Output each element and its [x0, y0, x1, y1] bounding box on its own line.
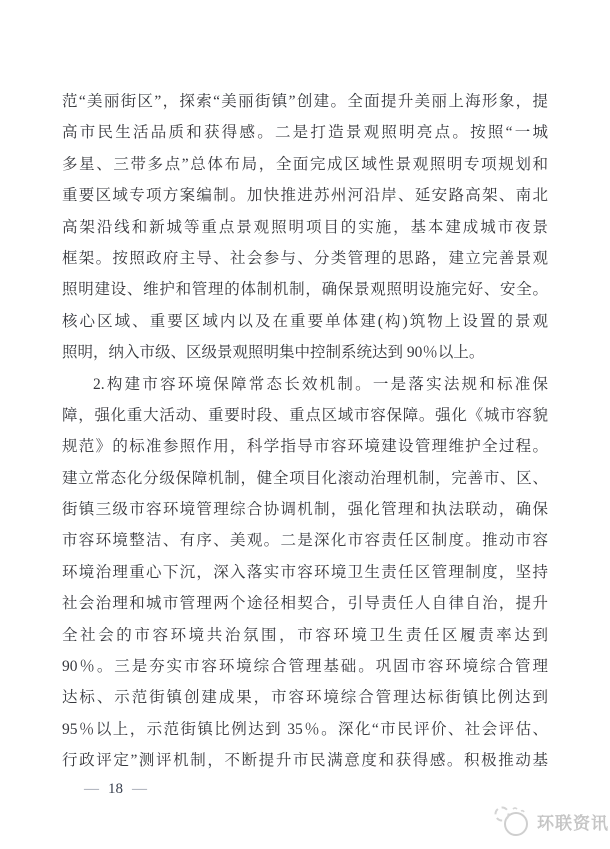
text-line: 框架。按照政府主导、社会参与、分类管理的思路，建立完善景观 [62, 249, 548, 267]
text-line-paragraph-end: 照明，纳入市级、区级景观照明集中控制系统达到 90％以上。 [62, 344, 485, 362]
text-line: 高架沿线和新城等重点景观照明项目的实施，基本建成城市夜景 [62, 218, 548, 236]
page-number-value: 18 [108, 781, 123, 797]
text-line: 街镇三级市容环境管理综合协调机制，强化管理和执法联动，确保 [62, 501, 548, 519]
text-line: 多星、三带多点”总体布局，全面完成区域性景观照明专项规划和 [62, 155, 548, 173]
text-line: 95％以上，示范街镇比例达到 35％。深化“市民评价、社会评估、 [62, 720, 548, 738]
text-line: 范“美丽街区”，探索“美丽街镇”创建。全面提升美丽上海形象，提 [62, 93, 548, 110]
text-line: 行政评定”测评机制，不断提升市民满意度和获得感。积极推动基 [62, 752, 548, 770]
text-line: 障，强化重大活动、重要时段、重点区域市容保障。强化《城市容貌 [62, 406, 548, 424]
page-number-dash-right: — [132, 781, 147, 797]
text-line: 重要区域专项方案编制。加快推进苏州河沿岸、延安路高架、南北 [62, 187, 548, 205]
text-line: 90％。三是夯实市容环境综合管理基础。巩固市容环境综合管理 [62, 658, 548, 676]
text-line: 照明建设、维护和管理的体制机制，确保景观照明设施完好、安全。 [62, 281, 548, 299]
text-line: 达标、示范街镇创建成果，市容环境综合管理达标街镇比例达到 [62, 689, 548, 707]
page-number [84, 781, 147, 798]
text-line: 市容环境整洁、有序、美观。二是深化市容责任区制度。推动市容 [62, 532, 548, 550]
text-block [62, 86, 548, 777]
text-line: 全社会的市容环境共治氛围，市容环境卫生责任区履责率达到 [62, 626, 548, 644]
text-line: 规范》的标准参照作用，科学指导市容环境建设管理维护全过程。 [62, 438, 548, 456]
text-line: 高市民生活品质和获得感。二是打造景观照明亮点。按照“一城 [62, 124, 548, 142]
text-line: 社会治理和城市管理两个途径相契合，引导责任人自律自治，提升 [62, 595, 548, 613]
huanlian-logo-icon [493, 803, 531, 839]
text-line: 环境治理重心下沉，深入落实市容环境卫生责任区管理制度，坚持 [62, 563, 548, 581]
watermark-text: 环联资讯 [537, 813, 609, 833]
text-line-paragraph-start: 2.构建市容环境保障常态长效机制。一是落实法规和标准保 [93, 375, 548, 393]
page-number-dash-left: — [84, 781, 99, 797]
watermark [493, 803, 609, 839]
text-line: 核心区域、重要区域内以及在重要单体建(构)筑物上设置的景观 [62, 312, 548, 330]
text-line: 建立常态化分级保障机制，健全项目化滚动治理机制，完善市、区、 [62, 469, 548, 487]
